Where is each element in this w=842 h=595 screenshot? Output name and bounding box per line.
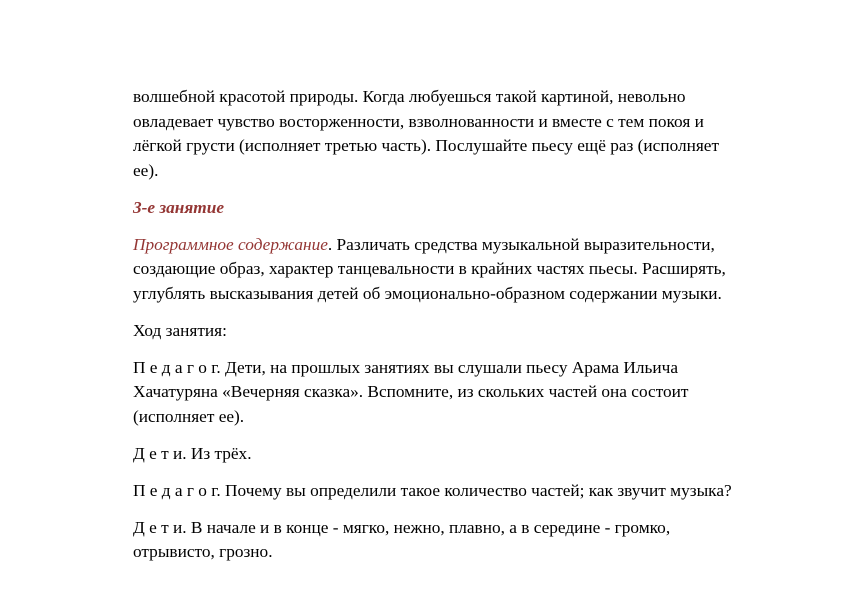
document-body [133,85,783,577]
text-line: Хачатуряна «Вечерняя сказка». Вспомните, из скольких частей она состоит [133,382,689,401]
paragraph-teacher-question-2: П е д а г о г. Почему вы определили такое количество частей; как звучит музыка? [133,480,732,500]
text-line: углублять высказывания детей об эмоционально-образном содержании музыки. [133,283,722,303]
text-line: создающие образ, характер танцевальности в крайних частях пьесы. Расширять, [133,259,726,278]
text-line: отрывисто, грозно. [133,542,273,561]
paragraph-program-content [133,233,783,307]
text-line: овладевает чувство восторженности, взволнованности и вместе с тем покоя и [133,111,704,131]
text-line: (исполняет ее). [133,406,245,426]
program-content-label: Программное содержание [133,234,328,254]
lesson-heading: 3-е занятие [133,197,224,217]
paragraph-nature-description [133,85,783,183]
text-line: волшебной красотой природы. Когда любуешься такой картиной, невольно [133,87,686,106]
paragraph-children-answer-2 [133,516,783,565]
text-line: Д е т и. В начале и в конце - мягко, нежно, плавно, а в середине - громко, [133,517,671,537]
text-line: ее). [133,160,159,180]
program-content-text: . Различать средства музыкальной выразительности, [327,234,715,254]
lesson-course-label: Ход занятия: [133,320,227,340]
text-line [133,233,783,258]
paragraph-children-answer-1: Д е т и. Из трёх. [133,443,252,463]
text-line: лёгкой грусти (исполняет третью часть). Послушайте пьесу ещё раз (исполняет [133,136,720,155]
text-line: П е д а г о г. Дети, на прошлых занятиях вы слушали пьесу Арама Ильича [133,357,678,377]
paragraph-teacher-question-1 [133,356,783,430]
